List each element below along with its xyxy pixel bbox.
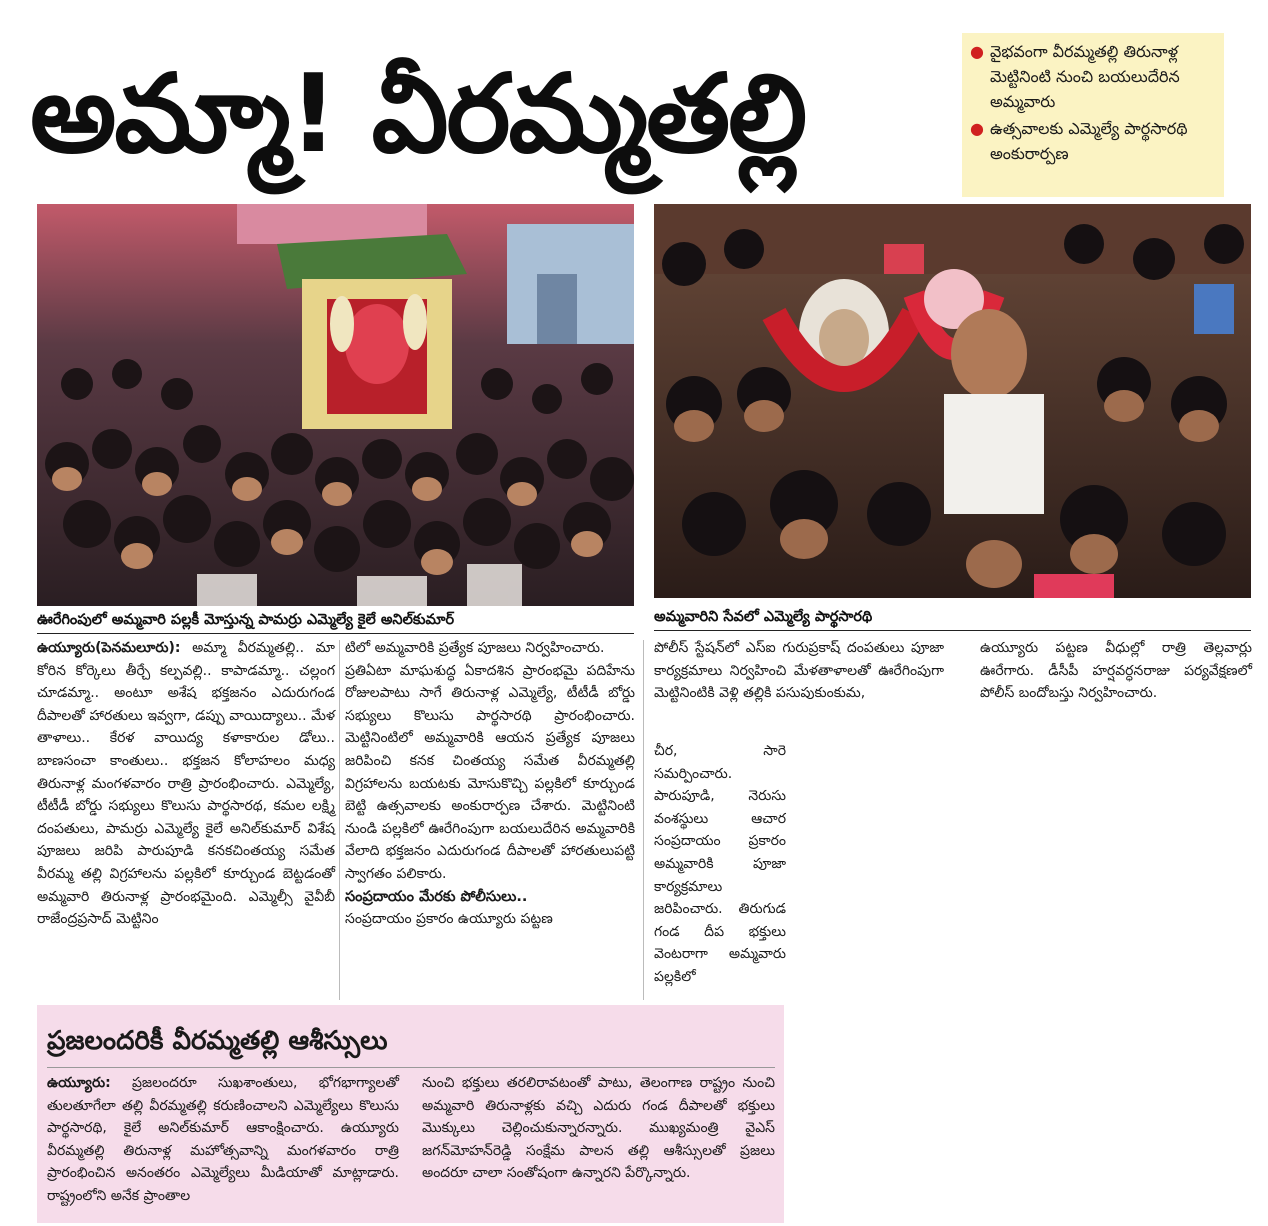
article-column-3-narrow	[654, 740, 786, 1000]
column-divider	[643, 640, 644, 1000]
article-column-1	[37, 637, 335, 1002]
sidebar-box	[37, 1005, 784, 1223]
sidebar-title: ప్రజలందరికీ వీరమ్మతల్లి ఆశీస్సులు	[47, 1026, 388, 1056]
highlight-item	[970, 116, 1216, 166]
article-text: సంప్రదాయం ప్రకారం ఉయ్యూరు పట్టణ	[345, 911, 553, 928]
article-text: ప్రతిఏటా మాఘశుద్ధ ఏకాదశిన ప్రారంభమై పదిహేను రోజులపాటు సాగే తిరునాళ్ల ఎమ్మెల్యే, టీటీడీ బోర్డు సభ్యులు కొలుసు పార్థసారథి ప్రారంభించారు. మెట్టినింటిలో అమ్మవారికి ఆయన ప్రత్యేక పూజలు జరిపించి కనక చింతయ్య సమేత వీరమ్మతల్లి విగ్రహాలను బయటకు మోసుకొచ్చి పల్లకిలో కూర్చుండ బెట్టి ఉత్సవాలకు అంకురార్పణ చేశారు. మెట్టినింటి నుండి పల్లకిలో ఊరేగింపుగా బయలుదేరిన అమ్మవారికి వేలాది భక్తజనం ఎదురుగండ దీపాలతో హారతులుపట్టి స్వాగతం పలికారు.	[345, 662, 635, 882]
caption-divider	[37, 633, 634, 634]
column-divider	[339, 640, 340, 1000]
caption-divider	[654, 630, 1251, 631]
article-column-2	[345, 637, 635, 1002]
mla-seva-photo	[654, 204, 1251, 598]
procession-photo	[37, 204, 634, 606]
article-text: అమ్మా వీరమ్మతల్లి.. మా కోరిన కోర్కెలు తీర్చే కల్పవల్లి.. కాపాడమ్మా.. చల్లంగ చూడమ్మా.. అంటూ అశేష భక్తజనం ఎదురుగండ దీపాలతో హారతులు ఇవ్వగా, డప్పు వాయిద్యాలు.. మేళ తాళాలు.. కేరళ వాయిద్య కళాకారుల డోలు.. బాణసంచా కాంతులు.. భక్తజన కోలాహలం మధ్య తిరునాళ్ల మంగళవారం రాత్రి ప్రారంభించారు. ఎమ్మెల్యే, టీటీడీ బోర్డు సభ్యులు కొలుసు పార్థసారథ, కమల లక్ష్మి దంపతులు, పామర్రు ఎమ్మెల్యే కైలే అనిల్‌కుమార్ విశేష పూజలు జరిపి పారుపూడి కనకచింతయ్య సమేత వీరమ్మ తల్లి విగ్రహాలను పల్లకిలో కూర్చుండ బెట్టడంతో అమ్మవారి తిరునాళ్ల ప్రారంభమైంది. ఎమ్మెల్సీ వైవీబీ రాజేంద్రప్రసాద్ మెట్టినిం	[37, 640, 335, 928]
article-text: టిలో అమ్మవారికి ప్రత్యేక పూజలు నిర్వహించారు.	[345, 640, 605, 656]
headline: అమ్మా! వీరమ్మతల్లి	[30, 52, 806, 177]
highlight-item	[970, 39, 1216, 114]
sidebar-text: నుంచి భక్తులు తరలిరావటంతో పాటు, తెలంగాణ రాష్ట్రం నుంచి అమ్మవారి తిరునాళ్లకు వచ్చి ఎదురు గండ దీపాలతో భక్తులు మొక్కులు చెల్లించుకున్నారన్నారు. ముఖ్యమంత్రి వైఎస్ జగన్‌మోహన్‌రెడ్డి సంక్షేమ పాలన తల్లి ఆశీస్సులతో ప్రజలు అందరూ చాలా సంతోషంగా ఉన్నారని పేర్కొన్నారు.	[422, 1075, 775, 1182]
highlight-text: వైభవంగా వీరమ్మతల్లి తిరునాళ్ల మెట్టినింటి నుంచి బయలుదేరిన అమ్మవారు	[989, 42, 1180, 111]
article-subhead: సంప్రదాయం మేరకు పోలీసులు..	[345, 888, 528, 905]
sidebar-divider	[47, 1067, 775, 1068]
sidebar-text: ప్రజలందరూ సుఖశాంతులు, భోగభాగ్యాలతో తులతూగేలా తల్లి వీరమ్మతల్లి కరుణించాలని ఎమ్మెల్యేలు కొలుసు పార్థసారథి, కైలే అనిల్‌కుమార్ ఆకాంక్షించారు. ఉయ్యూరు వీరమ్మతల్లి తిరునాళ్ల మహోత్సవాన్ని మంగళవారం రాత్రి ప్రారంభించిన అనంతరం ఎమ్మెల్యేలు మీడియాతో మాట్లాడారు. రాష్ట్రంలోని అనేక ప్రాంతాల	[47, 1075, 399, 1204]
highlight-text: ఉత్సవాలకు ఎమ్మెల్యే పార్థసారథి అంకురార్పణ	[989, 119, 1188, 163]
photo-caption-right: అమ్మవారిని సేవలో ఎమ్మెల్యే పార్థసారథి	[654, 609, 873, 625]
bullet-icon: ●	[970, 119, 984, 138]
sidebar-column-1	[47, 1072, 399, 1208]
highlights-box	[962, 33, 1224, 197]
article-text: పోలీస్ స్టేషన్‌లో ఎస్‌ఐ గురుప్రకాష్ దంపతులు పూజా కార్యక్రమాలు నిర్వహించి మేళతాళాలతో ఊరేగింపుగా మెట్టినింటికి వెళ్లి తల్లికి పసుపుకుంకుమ,	[654, 640, 944, 702]
article-text: చీర, సారె సమర్పించారు. పారుపూడి, నెరుసు వంశస్థులు ఆచార సంప్రదాయం ప్రకారం అమ్మవారికి పూజా కార్యక్రమాలు జరిపించారు. తిరుగుడ గండ దీప భక్తులు వెంటరాగా అమ్మవారు పల్లకిలో	[654, 743, 786, 985]
sidebar-column-2	[422, 1072, 775, 1185]
sidebar-dateline: ఉయ్యూరు:	[47, 1075, 111, 1091]
article-dateline: ఉయ్యూరు(పెనమలూరు):	[37, 640, 181, 656]
article-column-4	[980, 637, 1252, 717]
article-text: ఉయ్యూరు పట్టణ వీధుల్లో రాత్రి తెల్లవార్లు ఊరేగారు. డీసీపీ హర్షవర్ధనరాజు పర్యవేక్షణలో పోలీస్ బందోబస్తు నిర్వహించారు.	[980, 640, 1252, 702]
photo-caption-left: ఊరేగింపులో అమ్మవారి పల్లకీ మోస్తున్న పామర్రు ఎమ్మెల్యే కైలే అనిల్‌కుమార్	[37, 612, 455, 628]
bullet-icon: ●	[970, 42, 984, 61]
